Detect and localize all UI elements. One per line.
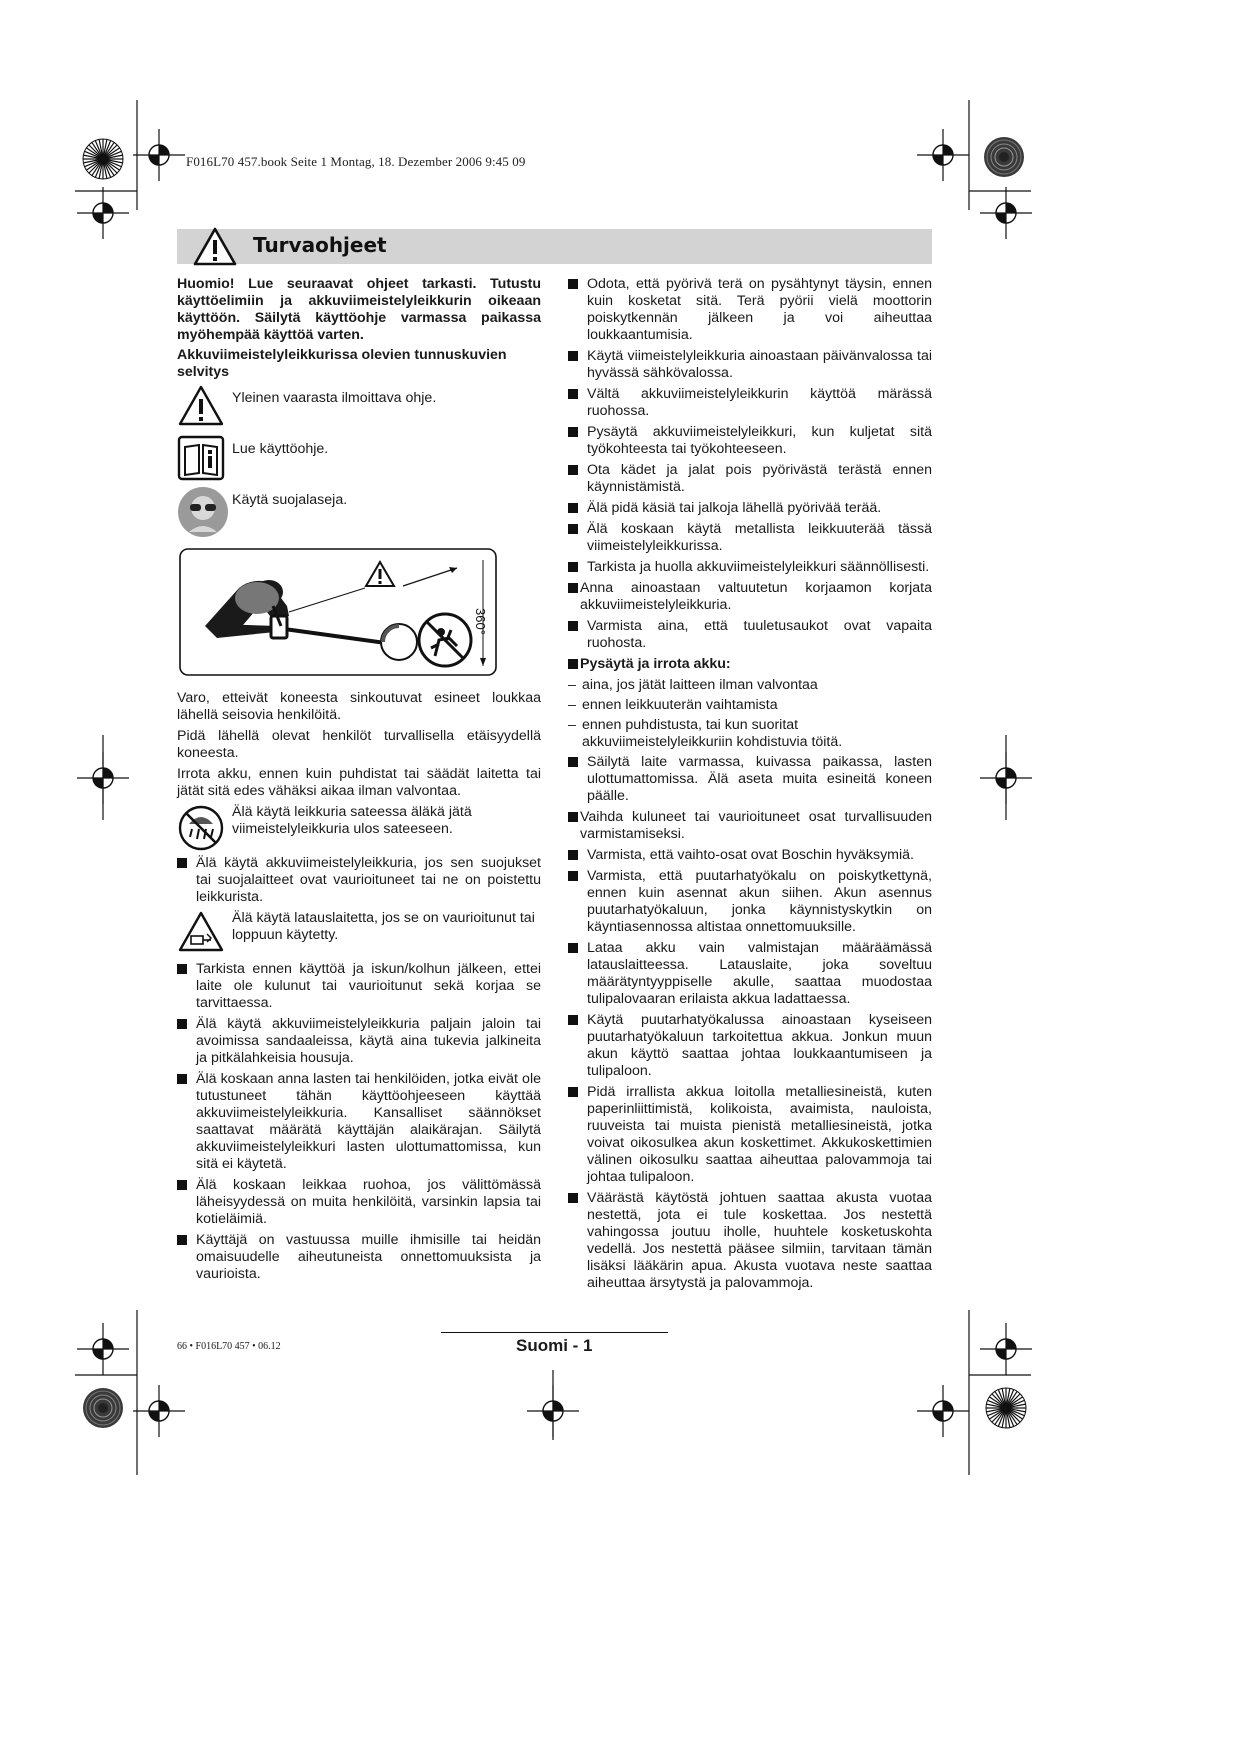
- symbol-row: [177, 435, 541, 483]
- safety-figure: [177, 546, 541, 680]
- damaged-charger-icon: [177, 910, 225, 954]
- paragraph: Pidä lähellä olevat henkilöt turvallisella etäisyydellä koneesta.: [177, 728, 541, 761]
- read-manual-icon: [177, 435, 225, 481]
- dash-item: – ennen leikkuuterän vaihtamista: [568, 697, 932, 714]
- safety-glasses-icon: [177, 486, 229, 538]
- paragraph: Irrota akku, ennen kuin puhdistat tai säädät laitetta tai jätät sitä edes vähäksi aikaa ilman valvontaa.: [177, 766, 541, 799]
- print-header: F016L70 457.book Seite 1 Montag, 18. Dezember 2006 9:45 09: [186, 154, 526, 169]
- footer-code: 66 • F016L70 457 • 06.12: [177, 1341, 281, 1352]
- symbol-text: Yleinen vaarasta ilmoittava ohje.: [232, 390, 437, 406]
- bullet-item: Älä koskaan leikkaa ruohoa, jos välittömässä läheisyydessä on muita henkilöitä, varsinkin lapsia tai kotieläimiä.: [177, 1177, 541, 1228]
- bullet-item: Varmista, että puutarhatyökalu on poiskytkettynä, ennen kuin asennat akun siihen. Akun asennus puutarhatyökaluun, jonka käynnistyskytkin on käyntiasennossa altistaa onnettomuuksille.: [568, 868, 932, 936]
- bullet-item: Vältä akkuviimeistelyleikkurin käyttöä märässä ruohossa.: [568, 386, 932, 420]
- bullet-item: Älä käytä akkuviimeistelyleikkuria paljain jaloin tai avoimissa sandaaleissa, käytä aina tukevia jalkineita ja pitkälahkeisia housuja.: [177, 1016, 541, 1067]
- paragraph: Varo, etteivät koneesta sinkoutuvat esineet loukkaa lähellä seisovia henkilöitä.: [177, 690, 541, 723]
- bullet-item: Odota, että pyörivä terä on pysähtynyt täysin, ennen kuin kosketat sitä. Terä pyörii vielä moottorin poiskytkennän jälkeen ja voi aiheuttaa loukkaantumisia.: [568, 276, 932, 344]
- bullet-item: Varmista aina, että tuuletusaukot ovat vapaita ruohosta.: [568, 618, 932, 652]
- bullet-item: Älä käytä akkuviimeistelyleikkuria, jos sen suojukset tai suojalaitteet ovat vaurioituneet tai ne on poistettu leikkurista.: [177, 855, 541, 906]
- bullet-item: Lataa akku vain valmistajan määräämässä latauslaitteessa. Latauslaite, joka soveltuu määrätyntyyppiselle akulle, saattaa muodostaa tulipalovaaran erilaista akkua ladattaessa.: [568, 940, 932, 1008]
- bullet-item: Varmista, että vaihto-osat ovat Boschin hyväksymiä.: [568, 847, 932, 864]
- bullet-item: Ota kädet ja jalat pois pyörivästä terästä ennen käynnistämistä.: [568, 462, 932, 496]
- warning-triangle-icon: [193, 227, 237, 267]
- symbol-text: Älä käytä latauslaitetta, jos se on vaurioitunut tai loppuun käytetty.: [232, 910, 535, 943]
- symbol-row: [177, 910, 541, 958]
- right-column: [568, 276, 932, 1296]
- bullet-item: Tarkista ja huolla akkuviimeistelyleikkuri säännöllisesti.: [568, 559, 932, 576]
- bullet-item: Väärästä käytöstä johtuen saattaa akusta vuotaa nestettä, jota ei tule koskettaa. Jos nestettä vahingossa joutuu iholle, huuhtele kosketuskohta vedellä. Jos nestettä pääsee silmiin, tarvitaan tämän lisäksi lääkärin apua. Akusta vuotava neste saattaa aiheuttaa ärsytystä ja palovammoja.: [568, 1190, 932, 1292]
- no-rain-icon: [177, 804, 225, 852]
- bullet-item: Älä koskaan anna lasten tai henkilöiden, jotka eivät ole tutustuneet tähän käyttöohjeeseen käyttää akkuviimeistelyleikkuria. Kansalliset säännökset saattavat määrätä käyttäjän alaikärajan. Säilytä akkuviimeistelyleikkuri lasten ulottumattomissa, kun sitä ei käytetä.: [177, 1071, 541, 1173]
- bullet-item: Älä pidä käsiä tai jalkoja lähellä pyörivää terää.: [568, 500, 932, 517]
- symbol-row: [177, 486, 541, 538]
- bullet-item: Älä koskaan käytä metallista leikkuuterää tässä viimeistelyleikkurissa.: [568, 521, 932, 555]
- bullet-item: Käytä puutarhatyökalussa ainoastaan kyseiseen puutarhatyökaluun tarkoitettua akkua. Jonkun muun akun käyttö saattaa johtaa loukkaantumiseen ja tulipaloon.: [568, 1012, 932, 1080]
- bullet-item: Käyttäjä on vastuussa muille ihmisille tai heidän omaisuudelle aiheutuneista onnettomuuksista ja vaurioista.: [177, 1232, 541, 1283]
- intro-text: Huomio! Lue seuraavat ohjeet tarkasti. Tutustu käyttöelimiin ja akkuviimeistelyleikkurin oikeaan käyttöön. Säilytä käyttöohje varmassa paikassa myöhempää käyttöä varten.: [177, 276, 541, 343]
- page-number: Suomi - 1: [516, 1336, 593, 1355]
- symbol-row: [177, 384, 541, 432]
- dash-item: – aina, jos jätät laitteen ilman valvontaa: [568, 677, 932, 694]
- symbol-text: Lue käyttöohje.: [232, 441, 329, 457]
- bullet-item: Tarkista ennen käyttöä ja iskun/kolhun jälkeen, ettei laite ole kulunut tai vaurioitunut sekä korjaa se tarvittaessa.: [177, 961, 541, 1012]
- warning-triangle-icon: [177, 384, 225, 428]
- page-title: Turvaohjeet: [253, 233, 387, 257]
- title-bar: [177, 229, 932, 264]
- symbols-heading: Akkuviimeistelyleikkurissa olevien tunnuskuvien selvitys: [177, 347, 507, 380]
- trimmer-hazard-illustration: [177, 546, 499, 680]
- symbol-text: Älä käytä leikkuria sateessa äläkä jätä viimeistelyleikkuria ulos sateeseen.: [232, 804, 472, 837]
- symbol-row: [177, 804, 541, 852]
- bullet-item: Säilytä laite varmassa, kuivassa paikassa, lasten ulottumattomissa. Älä aseta muita esineitä koneen päälle.: [568, 754, 932, 805]
- footer-divider: [441, 1332, 668, 1333]
- bullet-item: Vaihda kuluneet tai vaurioituneet osat turvallisuuden varmistamiseksi.: [568, 809, 932, 843]
- stop-heading: Pysäytä ja irrota akku:: [568, 656, 932, 673]
- symbol-text: Käytä suojalaseja.: [232, 492, 348, 508]
- rotation-label: 360°: [473, 608, 488, 635]
- left-column: [177, 276, 541, 1287]
- dash-item: – ennen puhdistusta, tai kun suoritat akkuviimeistelyleikkuriin kohdistuvia töitä.: [568, 717, 932, 751]
- bullet-item: Pysäytä akkuviimeistelyleikkuri, kun kuljetat sitä työkohteesta tai työkohteeseen.: [568, 424, 932, 458]
- bullet-item: Anna ainoastaan valtuutetun korjaamon korjata akkuviimeistelyleikkuria.: [568, 580, 932, 614]
- bullet-item: Pidä irrallista akkua loitolla metalliesineistä, kuten paperinliittimistä, kolikoista, avaimista, nauloista, ruuveista tai muista pienistä metalliesineistä, jotka voivat oikosulkea akun koskettimet. Akkukoskettimien välinen oikosulku saattaa aiheuttaa palovammoja tai johtaa tulipaloon.: [568, 1084, 932, 1186]
- bullet-item: Käytä viimeistelyleikkuria ainoastaan päivänvalossa tai hyvässä sähkövalossa.: [568, 348, 932, 382]
